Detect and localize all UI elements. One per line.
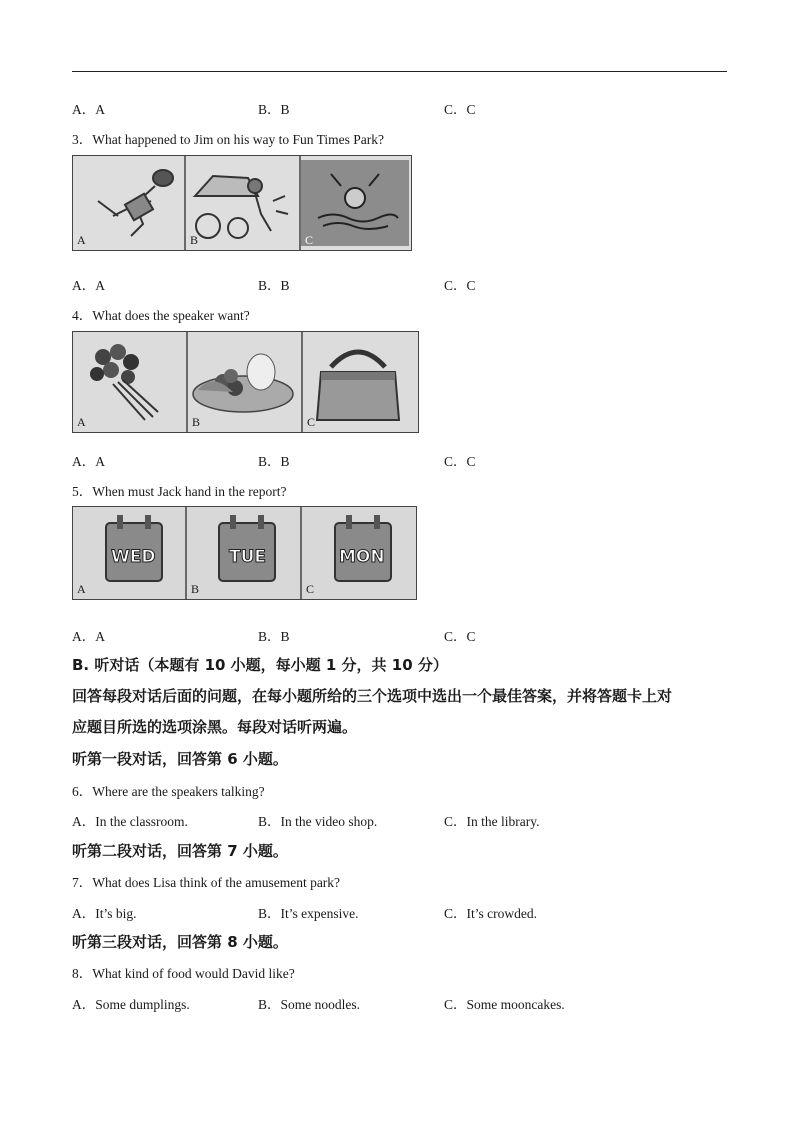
option-b[interactable]: B．B <box>258 454 290 469</box>
calendar-day-tue: TUE <box>229 547 267 567</box>
option-a[interactable]: A．Some dumplings. <box>72 997 190 1012</box>
picture-strip <box>73 332 418 432</box>
picture-label-c: C <box>307 415 316 429</box>
picture-label-a: A <box>77 415 86 429</box>
option-b[interactable]: B．B <box>258 278 290 293</box>
question-3-pictures <box>72 155 412 251</box>
question-4 <box>72 304 250 324</box>
question-6: 6．Where are the speakers talking? <box>72 784 265 799</box>
question-text: What does the speaker want? <box>92 308 250 323</box>
option-c[interactable]: C．C <box>444 278 476 293</box>
question-5-pictures <box>72 506 417 600</box>
picture-label-b: B <box>190 233 199 247</box>
dialogue-3-heading: 听第三段对话，回答第 8 小题。 <box>72 933 288 951</box>
picture-label-a: A <box>77 582 86 596</box>
picture-label-c: C <box>305 233 314 247</box>
question-5 <box>72 480 286 500</box>
question-number: 4． <box>72 308 93 323</box>
option-a[interactable]: A．In the classroom. <box>72 814 188 829</box>
dialogue-1-heading: 听第一段对话，回答第 6 小题。 <box>72 750 288 768</box>
question-number: 3． <box>72 132 93 147</box>
option-b[interactable]: B．In the video shop. <box>258 814 378 829</box>
option-c[interactable]: C．C <box>444 102 476 117</box>
option-b[interactable]: B．It’s expensive. <box>258 906 359 921</box>
question-3 <box>72 128 384 148</box>
picture-label-a: A <box>77 233 86 247</box>
option-c[interactable]: C．C <box>444 454 476 469</box>
option-b[interactable]: B．B <box>258 629 290 644</box>
header-rule <box>72 71 727 72</box>
question-number: 5． <box>72 484 93 499</box>
dialogue-2-heading: 听第二段对话，回答第 7 小题。 <box>72 842 288 860</box>
option-c[interactable]: C．Some mooncakes. <box>444 997 565 1012</box>
picture-label-b: B <box>191 582 200 596</box>
option-b[interactable]: B．Some noodles. <box>258 997 361 1012</box>
calendar-day-mon: MON <box>339 547 385 567</box>
picture-label-c: C <box>306 582 315 596</box>
question-text: What happened to Jim on his way to Fun Times Park? <box>92 132 384 147</box>
option-a[interactable]: A．A <box>72 102 105 117</box>
option-a[interactable]: A．It’s big. <box>72 906 137 921</box>
question-7: 7．What does Lisa think of the amusement park? <box>72 875 341 890</box>
calendar-day-wed: WED <box>111 547 156 567</box>
section-b-instruction-line-2: 应题目所选的选项涂黑。每段对话听两遍。 <box>72 718 358 736</box>
section-b-title: B. 听对话（本题有 10 小题，每小题 1 分，共 10 分） <box>72 656 448 674</box>
section-b-instruction-line-1: 回答每段对话后面的问题，在每小题所给的三个选项中选出一个最佳答案，并将答题卡上对 <box>72 687 673 705</box>
option-c[interactable]: C．It’s crowded. <box>444 906 537 921</box>
picture-strip <box>73 156 411 250</box>
question-4-pictures <box>72 331 419 433</box>
option-a[interactable]: A．A <box>72 454 105 469</box>
picture-label-b: B <box>192 415 201 429</box>
option-c[interactable]: C．In the library. <box>444 814 540 829</box>
question-8: 8．What kind of food would David like? <box>72 966 295 981</box>
option-a[interactable]: A．A <box>72 278 105 293</box>
question-text: When must Jack hand in the report? <box>92 484 287 499</box>
option-c[interactable]: C．C <box>444 629 476 644</box>
option-a[interactable]: A．A <box>72 629 105 644</box>
option-b[interactable]: B．B <box>258 102 290 117</box>
